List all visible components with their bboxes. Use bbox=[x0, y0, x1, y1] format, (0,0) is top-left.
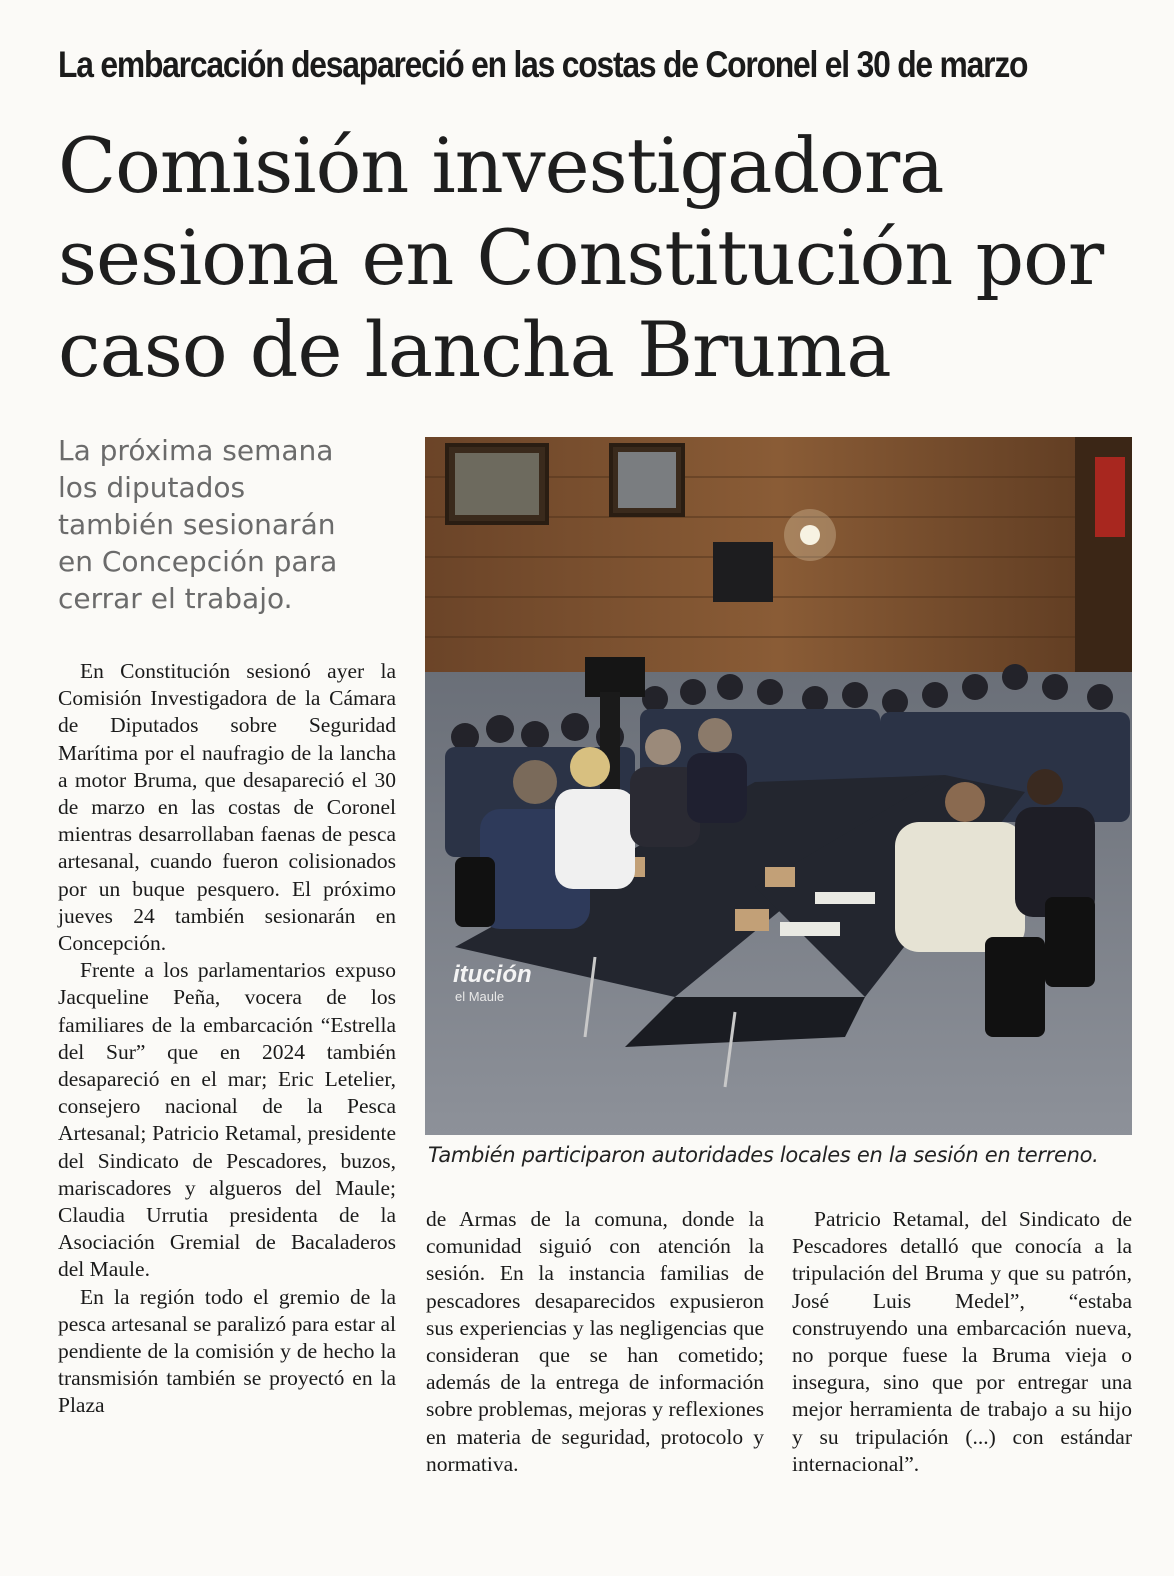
news-photo bbox=[425, 437, 1132, 1135]
deck-line: los diputados bbox=[58, 471, 246, 504]
body-paragraph: Patricio Retamal, del Sindicato de Pescadores detalló que conocía a la tripulación del Bruma y que su patrón, José Luis Medel”, “estaba construyendo una embarcación nueva, no porque fuese la Bruma vieja o insegura, sino que por entregar una mejor herramienta de trabajo a su hijo y su tripulación (...) con estándar internacional”. bbox=[792, 1207, 1132, 1476]
body-column-1 bbox=[58, 658, 396, 1420]
body-paragraph: Frente a los parlamentarios expuso Jacqueline Peña, vocera de los familiares de la embarcación “Estrella del Sur” que en 2024 también desapareció en el mar; Eric Letelier, consejero nacional de la Pesca Artesanal; Patricio Retamal, presidente del Sindicato de Pescadores, buzos, mariscadores y algueros del Maule; Claudia Urrutia presidenta de la Asociación Gremial de Bacaladeros del Maule. bbox=[58, 958, 396, 1282]
deck-line: cerrar el trabajo. bbox=[58, 582, 293, 615]
body-column-3 bbox=[792, 1206, 1132, 1478]
deck-line: en Concepción para bbox=[58, 545, 338, 578]
body-paragraph: de Armas de la comuna, donde la comunidad siguió con atención la sesión. En la instancia familias de pescadores desaparecidos expusieron sus experiencias y las negligencias que consideran que se han cometido; además de la entrega de información sobre problemas, mejoras y reflexiones en materia de seguridad, protocolo y normativa. bbox=[426, 1207, 764, 1476]
headline-line: sesiona en Constitución por bbox=[58, 213, 1104, 302]
body-column-2 bbox=[426, 1206, 764, 1478]
body-paragraph: En la región todo el gremio de la pesca artesanal se paralizó para estar al pendiente de la comisión y de hecho la transmisión también se proyectó en la Plaza bbox=[58, 1284, 396, 1418]
deck bbox=[58, 432, 388, 617]
headline-line: caso de lancha Bruma bbox=[58, 305, 891, 394]
photo-overlay-sub: el Maule bbox=[455, 989, 505, 1004]
photo-illustration bbox=[425, 437, 1132, 1135]
photo-caption: También participaron autoridades locales en la sesión en terreno. bbox=[428, 1143, 1099, 1167]
body-paragraph: En Constitución sesionó ayer la Comisión Investigadora de la Cámara de Diputados sobre Seguridad Marítima por el naufragio de la lancha a motor Bruma, que desapareció el 30 de marzo en las costas de Coronel mientras desarrollaban faenas de pesca artesanal, cuando fueron colisionados por un buque pesquero. El próximo jueves 24 también sesionarán en Concepción. bbox=[58, 659, 396, 956]
deck-line: también sesionarán bbox=[58, 508, 336, 541]
photo-overlay-text: itución bbox=[453, 961, 532, 988]
headline bbox=[58, 120, 1148, 396]
deck-line: La próxima semana bbox=[58, 434, 334, 467]
headline-line: Comisión investigadora bbox=[58, 121, 944, 210]
kicker: La embarcación desapareció en las costas de Coronel el 30 de marzo bbox=[58, 44, 1028, 85]
